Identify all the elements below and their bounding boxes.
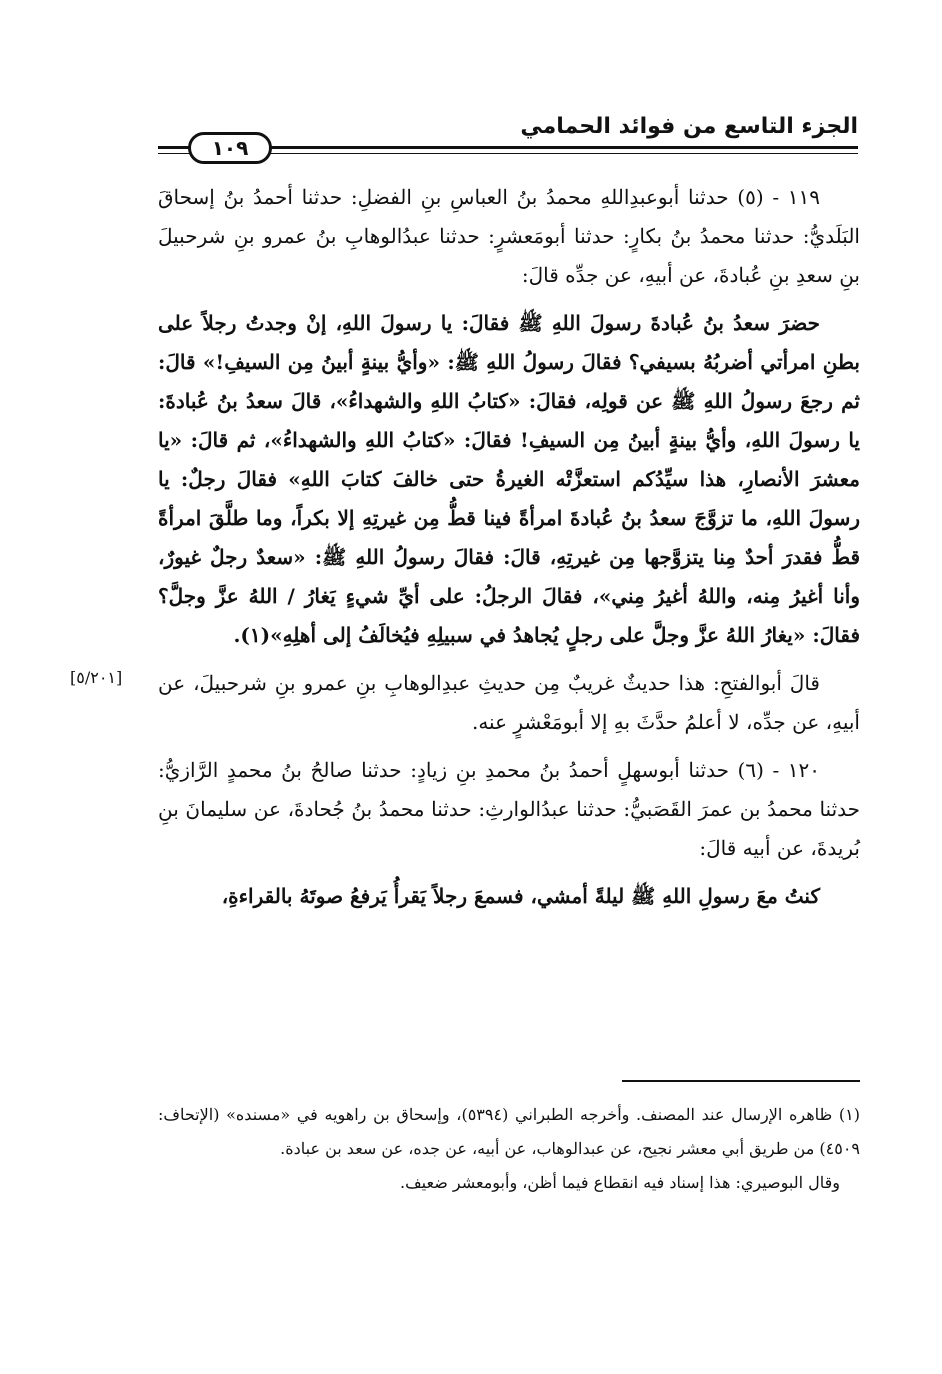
marginal-reference: [٥/٢٠١] (70, 668, 123, 687)
footnote-1-continuation: وقال البوصيري: هذا إسناد فيه انقطاع فيما أظن، وأبومعشر ضعيف. (400, 1173, 840, 1192)
running-title: الجزء التاسع من فوائد الحمامي (520, 114, 858, 139)
hadith-119-matn: حضرَ سعدُ بنُ عُبادةَ رسولَ اللهِ ﷺ فقالَ: يا رسولَ اللهِ، إنْ وجدتُ رجلاً على بطنِ امرأتي أضربُهُ بسيفي؟ فقالَ رسولُ اللهِ ﷺ: «وأيُّ بينةٍ أبينُ مِن السيفِ!» قالَ: ثم رجعَ رسولُ اللهِ ﷺ عن قولِه، فقالَ: «كتابُ اللهِ والشهداءُ»، قالَ سعدُ بنُ عُبادةَ: يا رسولَ اللهِ، وأيُّ بينةٍ أبينُ مِن السيفِ! فقالَ: «كتابُ اللهِ والشهداءُ»، ثم قالَ: «يا معشرَ الأنصارِ، هذا سيِّدُكم استعزَّتْه الغيرةُ حتى خالفَ كتابَ اللهِ» فقالَ رجلٌ: يا رسولَ اللهِ، ما تزوَّجَ سعدُ بنُ عُبادةَ امرأةً فينا قطُّ مِن غيرتِهِ إلا بكراً، وما طلَّقَ امرأةً قطُّ فقدرَ أحدٌ مِنا يتزوَّجها مِن غيرتِهِ، قالَ: فقالَ رسولُ اللهِ ﷺ: «سعدٌ رجلٌ غيورٌ، وأنا أغيرُ مِنه، واللهُ أغيرُ مِني»، فقالَ الرجلُ: على أيِّ شيءٍ يَغارُ / اللهُ عزَّ وجلَّ؟ فقالَ: «يغارُ اللهُ عزَّ وجلَّ على رجلٍ يُجاهدُ في سبيلِهِ فيُخالَفُ إلى أهلِهِ»(١). (158, 311, 860, 647)
author-comment: قالَ أبوالفتحِ: هذا حديثٌ غريبٌ مِن حديثِ عبدِالوهابِ بنِ عمرو بنِ شرحبيلَ، عن أبيهِ، عن جدِّه، لا أعلمُ حدَّثَ بهِ إلا أبومَعْشرٍ عنه. (158, 671, 860, 734)
hadith-120-matn: كنتُ معَ رسولِ اللهِ ﷺ ليلةً أمشي، فسمعَ رجلاً يَقرأُ يَرفعُ صوتَهُ بالقراءةِ، (221, 884, 820, 908)
page-header (158, 112, 858, 172)
hadith-120-isnad: ١٢٠ - (٦) حدثنا أبوسهلٍ أحمدُ بنُ محمدِ بنِ زيادٍ: حدثنا صالحُ بنُ محمدٍ الرَّازيُّ: حدثنا محمدُ بن عمرَ القَصَبيُّ: حدثنا عبدُالوارثِ: حدثنا محمدُ بنُ جُحادةَ، عن سليمانَ بنِ بُريدةَ، عن أبيه قالَ: (158, 758, 860, 860)
footnotes (158, 1098, 860, 1200)
footnote-1: (١) ظاهره الإرسال عند المصنف. وأخرجه الطبراني (٥٣٩٤)، وإسحاق بن راهويه في «مسنده» (الإتحاف: ٤٥٠٩) من طريق أبي معشر نجيح، عن عبدالوهاب، عن أبيه، عن جده، عن سعد بن عبادة. (158, 1105, 860, 1158)
hadith-119-isnad: ١١٩ - (٥) حدثنا أبوعبدِاللهِ محمدُ بنُ العباسِ بنِ الفضلِ: حدثنا أحمدُ بنُ إسحاقَ البَلَديُّ: حدثنا محمدُ بنُ بكارٍ: حدثنا أبومَعشرٍ: حدثنا عبدُالوهابِ بنُ عمرو بنِ شرحبيلَ بنِ سعدِ بنِ عُبادةَ، عن أبيهِ، عن جدِّه قالَ: (158, 185, 860, 287)
page-number: ١٠٩ (188, 132, 272, 164)
footnote-separator (622, 1080, 860, 1082)
main-text (158, 178, 860, 925)
